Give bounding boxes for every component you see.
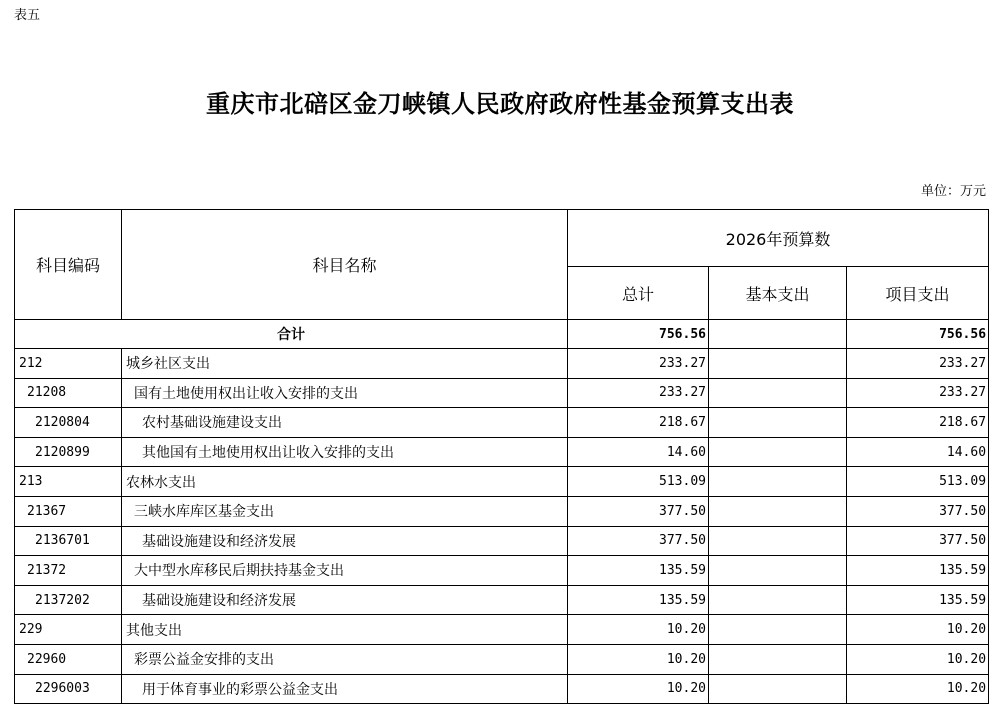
column-header-total: 总计 xyxy=(568,267,709,320)
row-code: 2120899 xyxy=(15,437,122,467)
row-name: 三峡水库库区基金支出 xyxy=(122,496,568,526)
row-code: 212 xyxy=(15,349,122,379)
row-project: 135.59 xyxy=(847,556,989,586)
row-project: 233.27 xyxy=(847,378,989,408)
row-basic xyxy=(709,496,847,526)
row-total: 233.27 xyxy=(568,349,709,379)
row-name: 国有土地使用权出让收入安排的支出 xyxy=(122,378,568,408)
row-project: 10.20 xyxy=(847,615,989,645)
column-header-code: 科目编码 xyxy=(15,210,122,320)
row-project: 377.50 xyxy=(847,526,989,556)
row-total: 10.20 xyxy=(568,674,709,704)
column-header-name: 科目名称 xyxy=(122,210,568,320)
row-code: 213 xyxy=(15,467,122,497)
total-label: 合计 xyxy=(15,320,568,349)
table-label: 表五 xyxy=(14,8,41,23)
row-project: 377.50 xyxy=(847,496,989,526)
row-name: 基础设施建设和经济发展 xyxy=(122,585,568,615)
row-basic xyxy=(709,467,847,497)
row-code: 21367 xyxy=(15,496,122,526)
row-basic xyxy=(709,556,847,586)
row-project: 10.20 xyxy=(847,674,989,704)
row-code: 2296003 xyxy=(15,674,122,704)
row-name: 其他支出 xyxy=(122,615,568,645)
table-row xyxy=(15,556,989,586)
row-project: 10.20 xyxy=(847,644,989,674)
table-row xyxy=(15,378,989,408)
row-name: 用于体育事业的彩票公益金支出 xyxy=(122,674,568,704)
row-total: 135.59 xyxy=(568,585,709,615)
row-basic xyxy=(709,644,847,674)
row-total: 377.50 xyxy=(568,496,709,526)
row-project: 218.67 xyxy=(847,408,989,438)
row-total: 233.27 xyxy=(568,378,709,408)
row-code: 22960 xyxy=(15,644,122,674)
row-total: 513.09 xyxy=(568,467,709,497)
budget-table xyxy=(14,209,989,704)
row-total: 218.67 xyxy=(568,408,709,438)
column-header-project: 项目支出 xyxy=(847,267,989,320)
table-row xyxy=(15,674,989,704)
row-code: 2136701 xyxy=(15,526,122,556)
column-header-budget-group: 2026年预算数 xyxy=(568,210,989,267)
row-total: 14.60 xyxy=(568,437,709,467)
total-project: 756.56 xyxy=(847,320,989,349)
table-row xyxy=(15,615,989,645)
row-project: 513.09 xyxy=(847,467,989,497)
table-row xyxy=(15,467,989,497)
row-project: 135.59 xyxy=(847,585,989,615)
row-code: 2137202 xyxy=(15,585,122,615)
row-total: 135.59 xyxy=(568,556,709,586)
row-name: 其他国有土地使用权出让收入安排的支出 xyxy=(122,437,568,467)
row-basic xyxy=(709,437,847,467)
row-total: 10.20 xyxy=(568,615,709,645)
row-name: 农村基础设施建设支出 xyxy=(122,408,568,438)
unit-label: 单位：万元 xyxy=(920,184,986,199)
row-name: 大中型水库移民后期扶持基金支出 xyxy=(122,556,568,586)
total-basic xyxy=(709,320,847,349)
table-row xyxy=(15,408,989,438)
row-code: 229 xyxy=(15,615,122,645)
row-code: 21372 xyxy=(15,556,122,586)
table-row xyxy=(15,496,989,526)
row-code: 2120804 xyxy=(15,408,122,438)
row-name: 城乡社区支出 xyxy=(122,349,568,379)
table-row xyxy=(15,437,989,467)
row-project: 233.27 xyxy=(847,349,989,379)
row-basic xyxy=(709,526,847,556)
row-total: 10.20 xyxy=(568,644,709,674)
table-row xyxy=(15,585,989,615)
row-basic xyxy=(709,378,847,408)
table-row xyxy=(15,644,989,674)
row-name: 农林水支出 xyxy=(122,467,568,497)
row-name: 基础设施建设和经济发展 xyxy=(122,526,568,556)
row-basic xyxy=(709,585,847,615)
table-row xyxy=(15,349,989,379)
row-project: 14.60 xyxy=(847,437,989,467)
row-basic xyxy=(709,408,847,438)
row-basic xyxy=(709,349,847,379)
row-total: 377.50 xyxy=(568,526,709,556)
table-row xyxy=(15,526,989,556)
column-header-basic: 基本支出 xyxy=(709,267,847,320)
page-title: 重庆市北碚区金刀峡镇人民政府政府性基金预算支出表 xyxy=(206,89,794,118)
row-name: 彩票公益金安排的支出 xyxy=(122,644,568,674)
total-total: 756.56 xyxy=(568,320,709,349)
total-row xyxy=(15,320,989,349)
row-basic xyxy=(709,615,847,645)
row-basic xyxy=(709,674,847,704)
row-code: 21208 xyxy=(15,378,122,408)
